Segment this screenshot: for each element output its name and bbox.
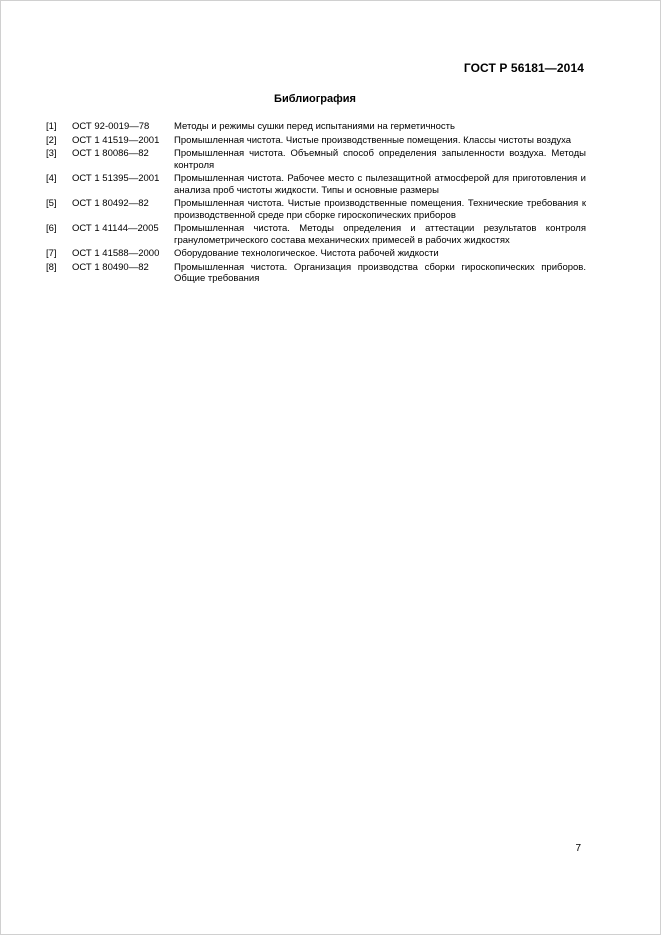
bibliography-entry (46, 135, 586, 147)
bibliography-entry (46, 223, 586, 246)
entry-title: Промышленная чистота. Чистые производственные помещения. Технические требования к производственной среде при сборке гироскопических приборов (174, 198, 586, 221)
bibliography-entry (46, 173, 586, 196)
bibliography-entry (46, 198, 586, 221)
page-title: Библиография (274, 93, 356, 105)
entry-title: Промышленная чистота. Чистые производственные помещения. Классы чистоты воздуха (174, 134, 572, 146)
entry-number: [3] (46, 148, 57, 159)
entry-standard-code: ОСТ 92-0019—78 (72, 121, 150, 132)
entry-title: Оборудование технологическое. Чистота рабочей жидкости (174, 248, 439, 259)
document-code: ГОСТ Р 56181—2014 (463, 61, 584, 75)
bibliography-entry (46, 121, 586, 133)
entry-title: Промышленная чистота. Рабочее место с пылезащитной атмосферой для приготовления и анализа проб чистоты жидкости. Типы и основные размеры (174, 173, 586, 196)
entry-standard-code: ОСТ 1 41588—2000 (72, 248, 160, 259)
page-number: 7 (575, 843, 581, 854)
entry-standard-code: ОСТ 1 41519—2001 (72, 134, 160, 146)
entry-title: Методы и режимы сушки перед испытаниями на герметичность (174, 121, 455, 132)
entry-title: Промышленная чистота. Объемный способ определения запыленности воздуха. Методы контроля (174, 148, 586, 171)
entry-number: [6] (46, 223, 57, 234)
entry-standard-code: ОСТ 1 80490—82 (72, 261, 149, 273)
entry-number: [5] (46, 198, 57, 209)
bibliography-entry (46, 248, 586, 260)
entry-standard-code: ОСТ 1 80492—82 (72, 198, 149, 209)
entry-standard-code: ОСТ 1 51395—2001 (72, 173, 160, 184)
entry-number: [4] (46, 173, 57, 184)
bibliography-list (46, 121, 586, 287)
bibliography-entry (46, 262, 586, 285)
entry-number: [8] (46, 261, 57, 273)
entry-title: Промышленная чистота. Методы определения и аттестации результатов контроля гранулометрического состава механических примесей в рабочих жидкостях (174, 223, 586, 246)
entry-number: [2] (46, 134, 57, 146)
entry-number: [7] (46, 248, 57, 259)
entry-title: Промышленная чистота. Организация производства сборки гироскопических приборов. Общие требования (174, 261, 586, 284)
entry-number: [1] (46, 121, 57, 132)
entry-standard-code: ОСТ 1 41144—2005 (72, 223, 159, 234)
bibliography-entry (46, 148, 586, 171)
entry-standard-code: ОСТ 1 80086—82 (72, 148, 149, 159)
